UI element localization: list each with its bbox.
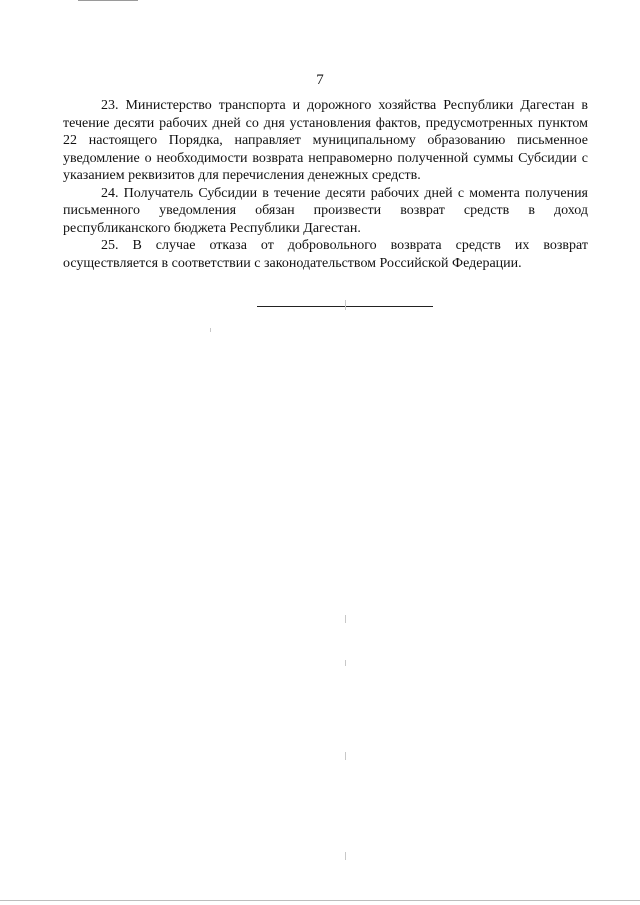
- paragraph-23: 23. Министерство транспорта и дорожного хозяйства Республики Дагестан в течение десяти рабочих дней со дня установления фактов, предусмотренных пунктом 22 настоящего Порядка, направляет муниципальному образованию письменное уведомление о необходимости возврата неправомерно полученной суммы Субсидии с указанием реквизитов для перечисления денежных средств.: [63, 98, 588, 183]
- scan-speck: [345, 852, 346, 860]
- scan-speck: [345, 615, 346, 623]
- scan-speck: [345, 660, 346, 666]
- scan-speck: [345, 752, 346, 760]
- paragraph-25: 25. В случае отказа от добровольного возврата средств их возврат осуществляется в соответствии с законодательством Российской Федерации.: [63, 238, 588, 271]
- scan-speck: [210, 328, 211, 332]
- scan-speck: [345, 300, 346, 310]
- page-number: 7: [316, 72, 324, 88]
- document-body: [63, 97, 588, 272]
- scan-artifact-top: [78, 0, 138, 1]
- paragraph-24: 24. Получатель Субсидии в течение десяти рабочих дней с момента получения письменного уведомления обязан произвести возврат средств в доход республиканского бюджета Республики Дагестан.: [63, 185, 588, 236]
- scan-bottom-edge: [0, 900, 640, 901]
